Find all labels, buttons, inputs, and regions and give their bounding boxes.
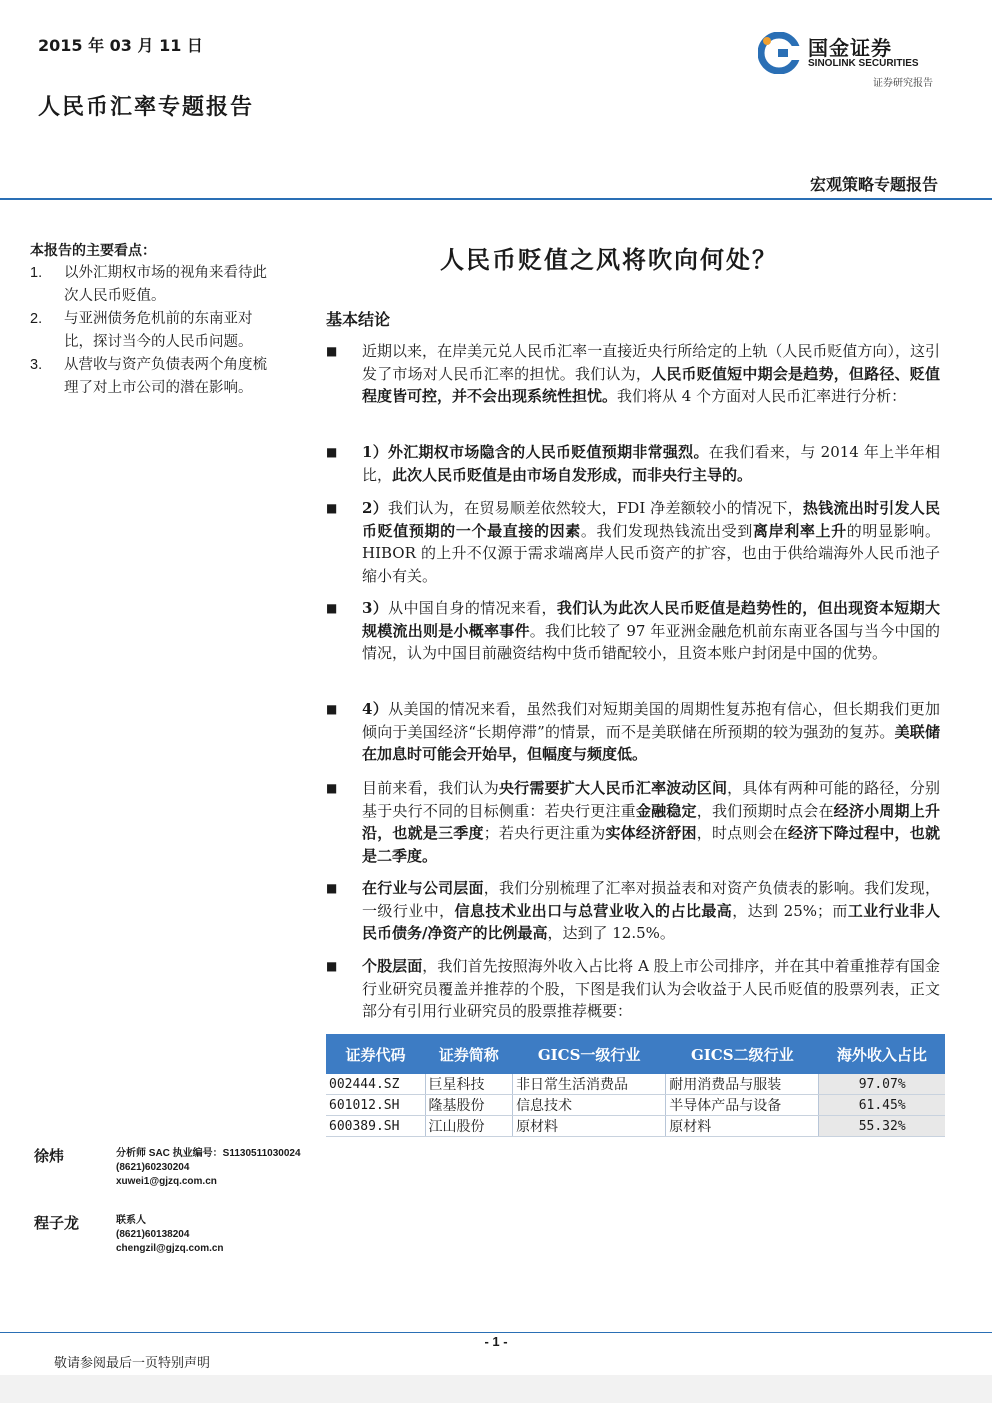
sidebar-item-number: 1. [30,265,43,281]
bullet-item [326,955,940,1023]
bullet-emphasis-text: 1）外汇期权市场隐含的人民币贬值预期非常强烈。 [362,443,709,461]
bullet-emphasis-text: 离岸利率上升 [752,521,847,540]
bullet-plain-text: 目前来看，我们认为 [362,779,499,797]
bullet-text [362,597,940,665]
bullet-emphasis-text: 实体经济舒困 [605,824,697,843]
bullet-item [326,597,940,665]
report-series-title: 人民币汇率专题报告 [38,94,255,120]
analyst-name: 程子龙 [34,1214,80,1232]
footer-band [0,1375,992,1403]
stock-name: 江山股份 [425,1116,513,1137]
footer-disclaimer: 敬请参阅最后一页特别声明 [54,1356,211,1371]
bullet-plain-text: 我们将从 4 个方面对人民币汇率进行分析： [617,387,907,406]
analyst-phone: (8621)60138204 [116,1229,190,1240]
table-row [326,1116,945,1137]
analyst-role: 联系人 [116,1215,146,1226]
page-number: - 1 - [484,1334,508,1349]
bullet-emphasis-text: 4） [362,700,389,718]
overseas-revenue-share: 97.07% [819,1074,945,1095]
bullet-plain-text: ，达到了 12.5%。 [547,924,675,943]
square-bullet-icon: ■ [326,702,338,716]
bullet-plain-text: ，我们预期时点会在 [696,801,834,820]
stock-code: 601012.SH [326,1095,425,1116]
table-header-row [326,1034,945,1074]
bullet-text [362,955,940,1023]
bullet-plain-text: 的明显影响。HIBOR 的上升不仅源于需求端离岸人民币资产的扩容，也由于供给端海外人民币池子缩小有关。 [362,521,940,586]
bullet-plain-text: ，达到 25%；而 [732,901,848,920]
gics-level2: 原材料 [666,1116,819,1137]
logo-subtitle: 证券研究报告 [873,78,933,89]
sidebar-item-number: 3. [30,357,43,373]
analyst-contact [116,1214,224,1256]
sidebar-item-text: 从营收与资产负债表两个角度梳理了对上市公司的潜在影响。 [64,357,267,396]
square-bullet-icon: ■ [326,781,338,795]
bullet-emphasis-text: 热钱流出时引发人民币贬值预期的一个最直接的因素 [362,499,940,540]
table-row [326,1074,945,1095]
analyst-email[interactable]: chengzil@gjzq.com.cn [116,1243,224,1254]
logo-chinese-name: 国金证券 [808,36,892,60]
bullet-item [326,497,940,588]
section-heading: 基本结论 [326,310,391,329]
bullet-plain-text: 我们认为，在贸易顺差依然较大，FDI 净差额较小的情况下， [387,499,803,517]
company-logo [758,30,948,90]
table-header-cell: 证券代码 [326,1034,425,1074]
bullet-emphasis-text: 美联储在加息时可能会开始早，但幅度与频度低。 [362,722,940,764]
stock-name: 隆基股份 [425,1095,513,1116]
gics-level1: 信息技术 [513,1095,666,1116]
square-bullet-icon: ■ [326,881,338,895]
bullet-text [362,698,940,766]
bullet-emphasis-text: 2） [362,499,388,517]
gics-level1: 非日常生活消费品 [513,1074,666,1095]
analyst-phone: (8621)60230204 [116,1162,190,1173]
bullet-plain-text: 在我们看来，与 2014 年上半年相比， [362,443,940,484]
table-row [326,1095,945,1116]
bullet-plain-text: 。我们发现热钱流出受到 [580,521,753,540]
sidebar-item-number: 2. [30,311,43,327]
stock-code: 600389.SH [326,1116,425,1137]
sidebar-highlights-list [30,262,270,400]
analyst-email[interactable]: xuwei1@gjzq.com.cn [116,1176,217,1187]
gics-level1: 原材料 [513,1116,666,1137]
bullet-emphasis-text: 工业行业非人民币债务/净资产的比例最高 [362,901,940,943]
bullet-plain-text: ，我们分别梳理了汇率对损益表和对资产负债表的影响。我们发现，一级行业中， [362,879,940,920]
bullet-item [326,877,940,945]
sidebar-heading: 本报告的主要看点： [30,243,156,259]
square-bullet-icon: ■ [326,501,338,515]
square-bullet-icon: ■ [326,959,338,973]
overseas-revenue-share: 61.45% [819,1095,945,1116]
bullet-emphasis-text: 金融稳定 [635,801,697,820]
sidebar-item-text: 与亚洲债务危机前的东南亚对比，探讨当今的人民币问题。 [64,311,253,350]
stock-name: 巨星科技 [425,1074,513,1095]
bullet-text [362,877,940,945]
bullet-item [326,441,940,486]
bullet-emphasis-text: 我们认为此次人民币贬值是趋势性的，但出现资本短期大规模流出则是小概率事件 [362,599,940,640]
analyst-sac-id: 分析师 SAC 执业编号：S1130511030024 [116,1148,301,1159]
stock-code: 002444.SZ [326,1074,425,1095]
main-title: 人民币贬值之风将吹向何处？ [440,245,778,274]
sinolink-logo-icon [758,32,800,74]
bullet-item [326,340,940,408]
gics-level2: 半导体产品与设备 [666,1095,819,1116]
bullet-emphasis-text: 经济下降过程中，也就是二季度。 [362,824,940,866]
table-header-cell: GICS二级行业 [666,1034,819,1074]
bullet-text [362,777,940,868]
bullet-emphasis-text: 央行需要扩大人民币汇率波动区间 [498,779,728,797]
bullet-plain-text: ，我们首先按照海外收入占比将 A 股上市公司排序，并在其中着重推荐有国金行业研究员覆盖并推荐的个股，下图是我们认为会收益于人民币贬值的股票列表，正文部分有引用行业研究员的股票推荐概要： [362,957,940,1021]
analyst-name: 徐炜 [34,1147,65,1165]
bullet-item [326,698,940,766]
recommended-stocks-table [326,1034,945,1137]
bullet-item [326,777,940,868]
bullet-emphasis-text: 3） [362,599,389,617]
table-header-cell: 证券简称 [425,1034,513,1074]
table-header-cell: 海外收入占比 [819,1034,945,1074]
bullet-emphasis-text: 在行业与公司层面 [362,879,484,897]
bullet-emphasis-text: 信息技术业出口与总营业收入的占比最高 [454,901,733,920]
bullet-plain-text: 近期以来，在岸美元兑人民币汇率一直接近央行所给定的上轨（人民币贬值方向），这引发了市场对人民币汇率的担忧。我们认为， [362,342,940,383]
gics-level2: 耐用消费品与服装 [666,1074,819,1095]
report-date: 2015 年 03 月 11 日 [38,36,203,55]
square-bullet-icon: ■ [326,445,338,459]
square-bullet-icon: ■ [326,601,338,615]
square-bullet-icon: ■ [326,344,338,358]
bullet-plain-text: 从中国自身的情况来看， [388,599,557,617]
table-header-cell: GICS一级行业 [513,1034,666,1074]
logo-english-name: SINOLINK SECURITIES [808,58,919,69]
bullet-emphasis-text: 经济小周期上升沿，也就是三季度 [362,801,940,843]
bullet-text [362,340,940,408]
sidebar-item [30,308,270,353]
bullet-plain-text: ，具体有两种可能的路径，分别基于央行不同的目标侧重：若央行更注重 [362,779,940,820]
bullet-text [362,441,940,486]
analyst-contact [116,1147,301,1189]
bullet-plain-text: 从美国的情况来看，虽然我们对短期美国的周期性复苏抱有信心，但长期我们更加倾向于美国经济“长期停滞”的情景，而不是美联储在所预期的较为强劲的复苏。 [362,700,940,741]
overseas-revenue-share: 55.32% [819,1116,945,1137]
bullet-plain-text: ，时点则会在 [696,824,789,843]
header-divider [0,198,992,200]
bullet-text [362,497,940,588]
report-category: 宏观策略专题报告 [809,175,938,194]
sidebar-item-text: 以外汇期权市场的视角来看待此次人民币贬值。 [64,265,267,304]
bullet-emphasis-text: 此次人民币贬值是由市场自发形成，而非央行主导的。 [392,465,753,484]
bullet-plain-text: 。我们比较了 97 年亚洲金融危机前东南亚各国与当今中国的情况，认为中国目前融资结构中货币错配较小，且资本账户封闭是中国的优势。 [362,621,940,663]
bullet-emphasis-text: 人民币贬值短中期会是趋势，但路径、贬值程度皆可控，并不会出现系统性担忧。 [362,364,940,406]
sidebar-item [30,262,270,307]
sidebar-item [30,354,270,399]
bullet-plain-text: ；若央行更注重为 [483,824,606,843]
bullet-emphasis-text: 个股层面 [362,957,423,975]
footer-divider [0,1332,992,1333]
